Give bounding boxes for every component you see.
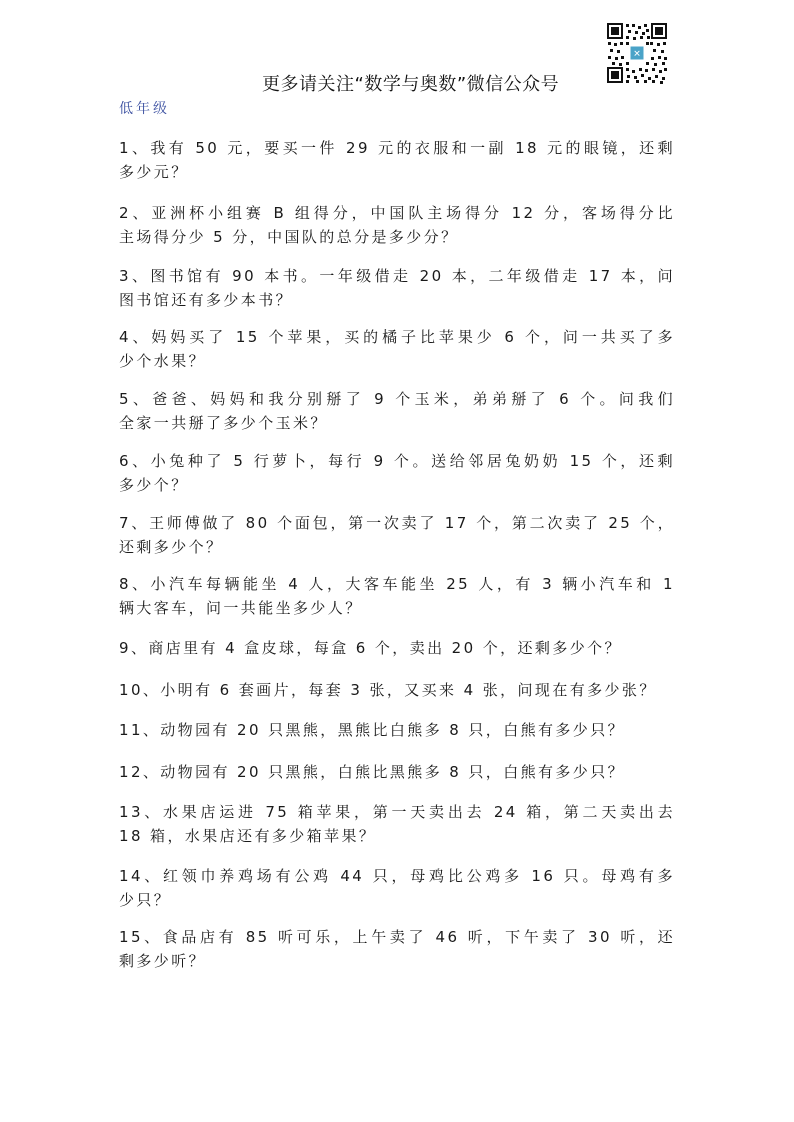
question-line: 多少元？ <box>119 163 189 181</box>
question-line: 11、动物园有 20 只黑熊，黑熊比白熊多 8 只，白熊有多少只？ <box>119 721 625 739</box>
question-line: 少只？ <box>119 891 172 909</box>
question-line: 还剩多少个？ <box>119 538 224 556</box>
question-item <box>119 449 675 497</box>
qr-code-icon <box>606 22 668 84</box>
question-item <box>119 718 675 742</box>
section-label: 低年级 <box>119 101 170 117</box>
question-item <box>119 511 675 559</box>
question-line: 辆大客车，问一共能坐多少人？ <box>119 599 363 617</box>
question-line: 剩多少听？ <box>119 952 207 970</box>
question-line: 10、小明有 6 套画片，每套 3 张，又买来 4 张，问现在有多少张？ <box>119 681 657 699</box>
question-item <box>119 136 675 184</box>
question-line: 18 箱，水果店还有多少箱苹果？ <box>119 827 377 845</box>
question-line: 12、动物园有 20 只黑熊，白熊比黑熊多 8 只，白熊有多少只？ <box>119 763 625 781</box>
question-line: 主场得分少 5 分，中国队的总分是多少分？ <box>119 228 459 246</box>
question-line: 8、小汽车每辆能坐 4 人，大客车能坐 25 人，有 3 辆小汽车和 1 <box>119 575 675 593</box>
question-item <box>119 800 675 848</box>
question-item <box>119 325 675 373</box>
question-item <box>119 387 675 435</box>
question-item <box>119 636 675 660</box>
question-line: 少个水果？ <box>119 352 207 370</box>
question-item <box>119 925 675 973</box>
question-item <box>119 572 675 620</box>
question-line: 7、王师傅做了 80 个面包，第一次卖了 17 个，第二次卖了 25 个， <box>119 514 675 532</box>
question-line: 15、食品店有 85 听可乐，上午卖了 46 听，下午卖了 30 听，还 <box>119 928 675 946</box>
question-item <box>119 201 675 249</box>
header-title: 更多请关注“数学与奥数”微信公众号 <box>262 74 560 95</box>
question-line: 14、红领巾养鸡场有公鸡 44 只，母鸡比公鸡多 16 只。母鸡有多 <box>119 867 675 885</box>
question-line: 2、亚洲杯小组赛 B 组得分，中国队主场得分 12 分，客场得分比 <box>119 204 675 222</box>
question-line: 6、小兔种了 5 行萝卜，每行 9 个。送给邻居兔奶奶 15 个，还剩 <box>119 452 675 470</box>
question-item <box>119 678 675 702</box>
question-line: 多少个？ <box>119 476 189 494</box>
question-line: 1、我有 50 元，要买一件 29 元的衣服和一副 18 元的眼镜，还剩 <box>119 139 675 157</box>
question-line: 图书馆还有多少本书？ <box>119 291 294 309</box>
question-line: 4、妈妈买了 15 个苹果，买的橘子比苹果少 6 个，问一共买了多 <box>119 328 675 346</box>
question-line: 9、商店里有 4 盒皮球，每盒 6 个，卖出 20 个，还剩多少个？ <box>119 639 622 657</box>
svg-text:✕: ✕ <box>633 49 641 60</box>
question-item <box>119 264 675 312</box>
question-item <box>119 760 675 784</box>
question-line: 13、水果店运进 75 箱苹果，第一天卖出去 24 箱，第二天卖出去 <box>119 803 675 821</box>
question-item <box>119 864 675 912</box>
question-line: 3、图书馆有 90 本书。一年级借走 20 本，二年级借走 17 本，问 <box>119 267 675 285</box>
question-line: 全家一共掰了多少个玉米？ <box>119 414 328 432</box>
question-line: 5、爸爸、妈妈和我分别掰了 9 个玉米，弟弟掰了 6 个。问我们 <box>119 390 675 408</box>
